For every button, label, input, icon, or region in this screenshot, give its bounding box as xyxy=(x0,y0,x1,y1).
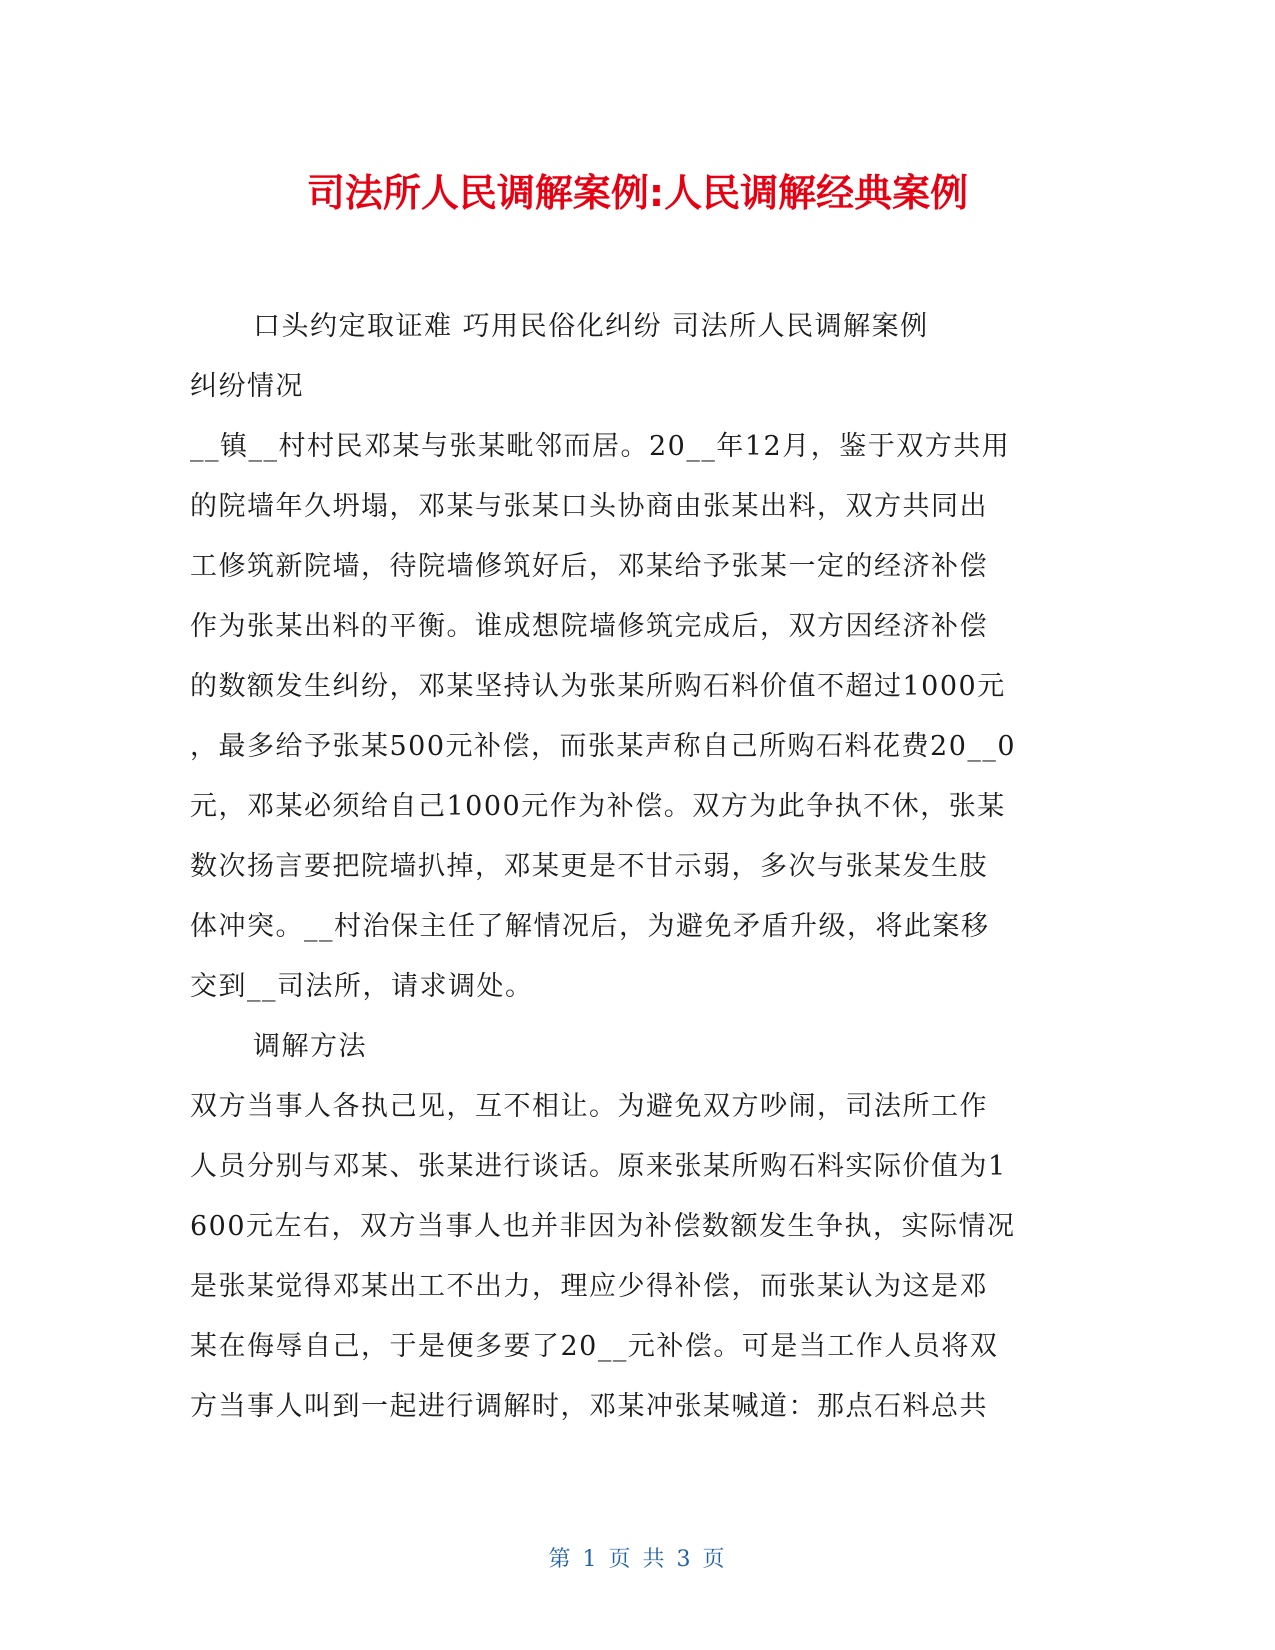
text-line: 是张某觉得邓某出工不出力，理应少得补偿，而张某认为这是邓 xyxy=(190,1271,988,1302)
text-line: 某在侮辱自己，于是便多要了20__元补偿。可是当工作人员将双 xyxy=(190,1331,999,1362)
text-line: 体冲突。__村治保主任了解情况后，为避免矛盾升级，将此案移 xyxy=(190,911,990,942)
text-line: 双方当事人各执己见，互不相让。为避免双方吵闹，司法所工作 xyxy=(190,1091,988,1122)
text-line: ，最多给予张某500元补偿，而张某声称自己所购石料花费20__0 xyxy=(190,731,1017,762)
footer-label-total: 共 xyxy=(642,1547,667,1572)
text-line: 600元左右，双方当事人也并非因为补偿数额发生争执，实际情况 xyxy=(190,1211,1016,1242)
footer-label-page: 第 xyxy=(548,1547,573,1572)
section-heading-method: 调解方法 xyxy=(253,1031,367,1062)
page-footer xyxy=(0,1545,1275,1575)
footer-current-page: 1 xyxy=(582,1547,599,1572)
text-line: 的院墙年久坍塌，邓某与张某口头协商由张某出料，双方共同出 xyxy=(190,491,988,522)
document-body xyxy=(190,297,1090,1437)
text-line: 方当事人叫到一起进行调解时，邓某冲张某喊道：那点石料总共 xyxy=(190,1391,988,1422)
section-heading-dispute: 纠纷情况 xyxy=(190,371,304,402)
text-line: __镇__村村民邓某与张某毗邻而居。20__年12月，鉴于双方共用 xyxy=(190,431,1011,462)
text-line: 交到__司法所，请求调处。 xyxy=(190,971,534,1002)
text-line: 元，邓某必须给自己1000元作为补偿。双方为此争执不休，张某 xyxy=(190,791,1006,822)
text-line: 数次扬言要把院墙扒掉，邓某更是不甘示弱，多次与张某发生肢 xyxy=(190,851,988,882)
document-title: 司法所人民调解案例:人民调解经典案例 xyxy=(306,171,969,215)
text-line: 的数额发生纠纷，邓某坚持认为张某所购石料价值不超过1000元 xyxy=(190,671,1006,702)
text-line: 人员分别与邓某、张某进行谈话。原来张某所购石料实际价值为1 xyxy=(190,1151,1007,1182)
text-line: 作为张某出料的平衡。谁成想院墙修筑完成后，双方因经济补偿 xyxy=(190,611,988,642)
text-line: 口头约定取证难 巧用民俗化纠纷 司法所人民调解案例 xyxy=(253,311,929,342)
footer-total-pages: 3 xyxy=(676,1547,693,1572)
footer-label-unit: 页 xyxy=(702,1547,727,1572)
text-line: 工修筑新院墙，待院墙修筑好后，邓某给予张某一定的经济补偿 xyxy=(190,551,988,582)
footer-label-unit: 页 xyxy=(608,1547,633,1572)
